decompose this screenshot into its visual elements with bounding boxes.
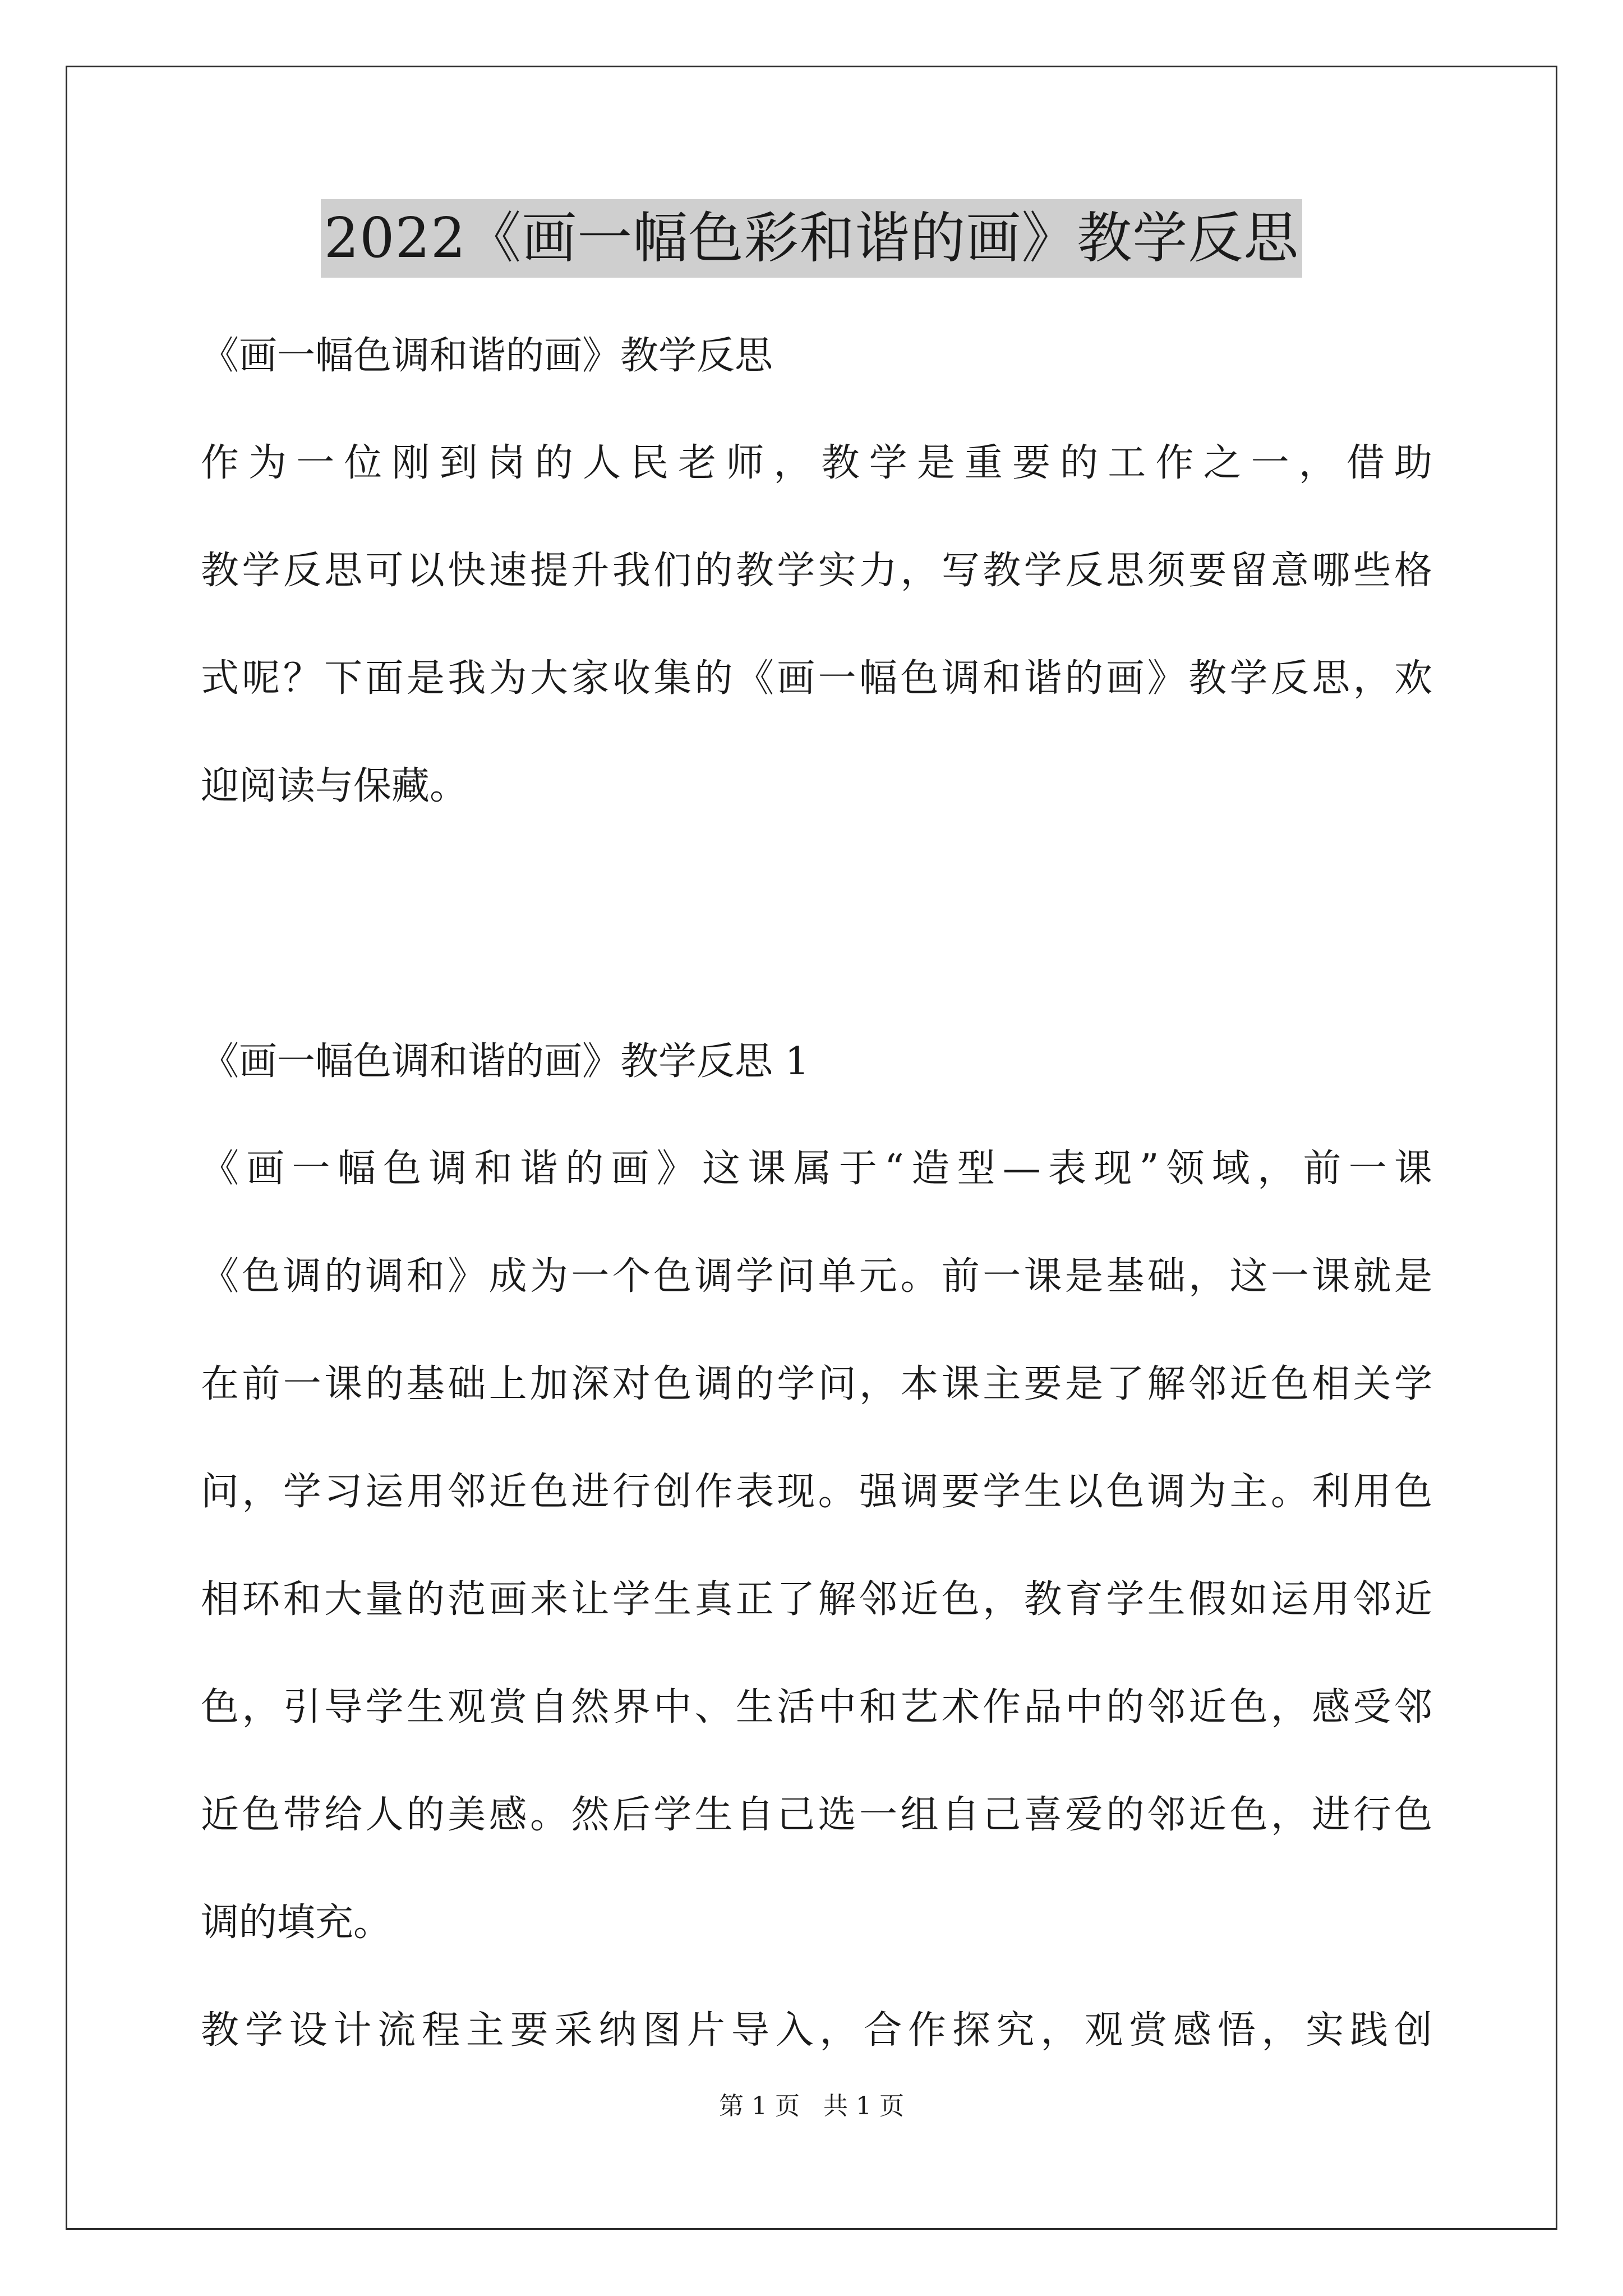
title-container — [0, 199, 1623, 278]
section1-paragraph1-line: 问，学习运用邻近色进行创作表现。强调要学生以色调为主。利用色 — [201, 1470, 1432, 1514]
document-body — [201, 303, 1432, 2085]
section1-paragraph1-line: 色，引导学生观赏自然界中、生活中和艺术作品中的邻近色，感受邻 — [201, 1685, 1432, 1729]
intro-line: 作为一位刚到岗的人民老师，教学是重要的工作之一，借助 — [201, 441, 1432, 485]
intro-line: 式呢？下面是我为大家收集的《画一幅色调和谐的画》教学反思，欢 — [201, 656, 1432, 701]
section1-paragraph1-line: 在前一课的基础上加深对色调的学问，本课主要是了解邻近色相关学 — [201, 1362, 1432, 1406]
section1-heading: 《画一幅色调和谐的画》教学反思 1 — [201, 1039, 809, 1084]
intro-line: 迎阅读与保藏。 — [201, 764, 468, 808]
section1-paragraph1-line: 相环和大量的范画来让学生真正了解邻近色，教育学生假如运用邻近 — [201, 1577, 1432, 1622]
section1-paragraph1-line: 调的填充。 — [201, 1901, 392, 1945]
page-footer: 第 1 页 共 1 页 — [719, 2092, 904, 2120]
section1-paragraph1-line: 《色调的调和》成为一个色调学问单元。前一课是基础，这一课就是 — [201, 1254, 1432, 1299]
section-spacer — [201, 840, 1432, 1009]
intro-line: 教学反思可以快速提升我们的教学实力，写教学反思须要留意哪些格 — [201, 549, 1432, 593]
section1-paragraph1-line: 《画一幅色调和谐的画》这课属于“造型—表现”领域，前一课 — [201, 1147, 1432, 1191]
section1-paragraph2-line: 教学设计流程主要采纳图片导入，合作探究，观赏感悟，实践创 — [201, 2008, 1432, 2053]
section1-paragraph1-line: 近色带给人的美感。然后学生自己选一组自己喜爱的邻近色，进行色 — [201, 1793, 1432, 1837]
document-title: 2022《画一幅色彩和谐的画》教学反思 — [321, 199, 1302, 278]
intro-heading: 《画一幅色调和谐的画》教学反思 — [201, 334, 773, 378]
